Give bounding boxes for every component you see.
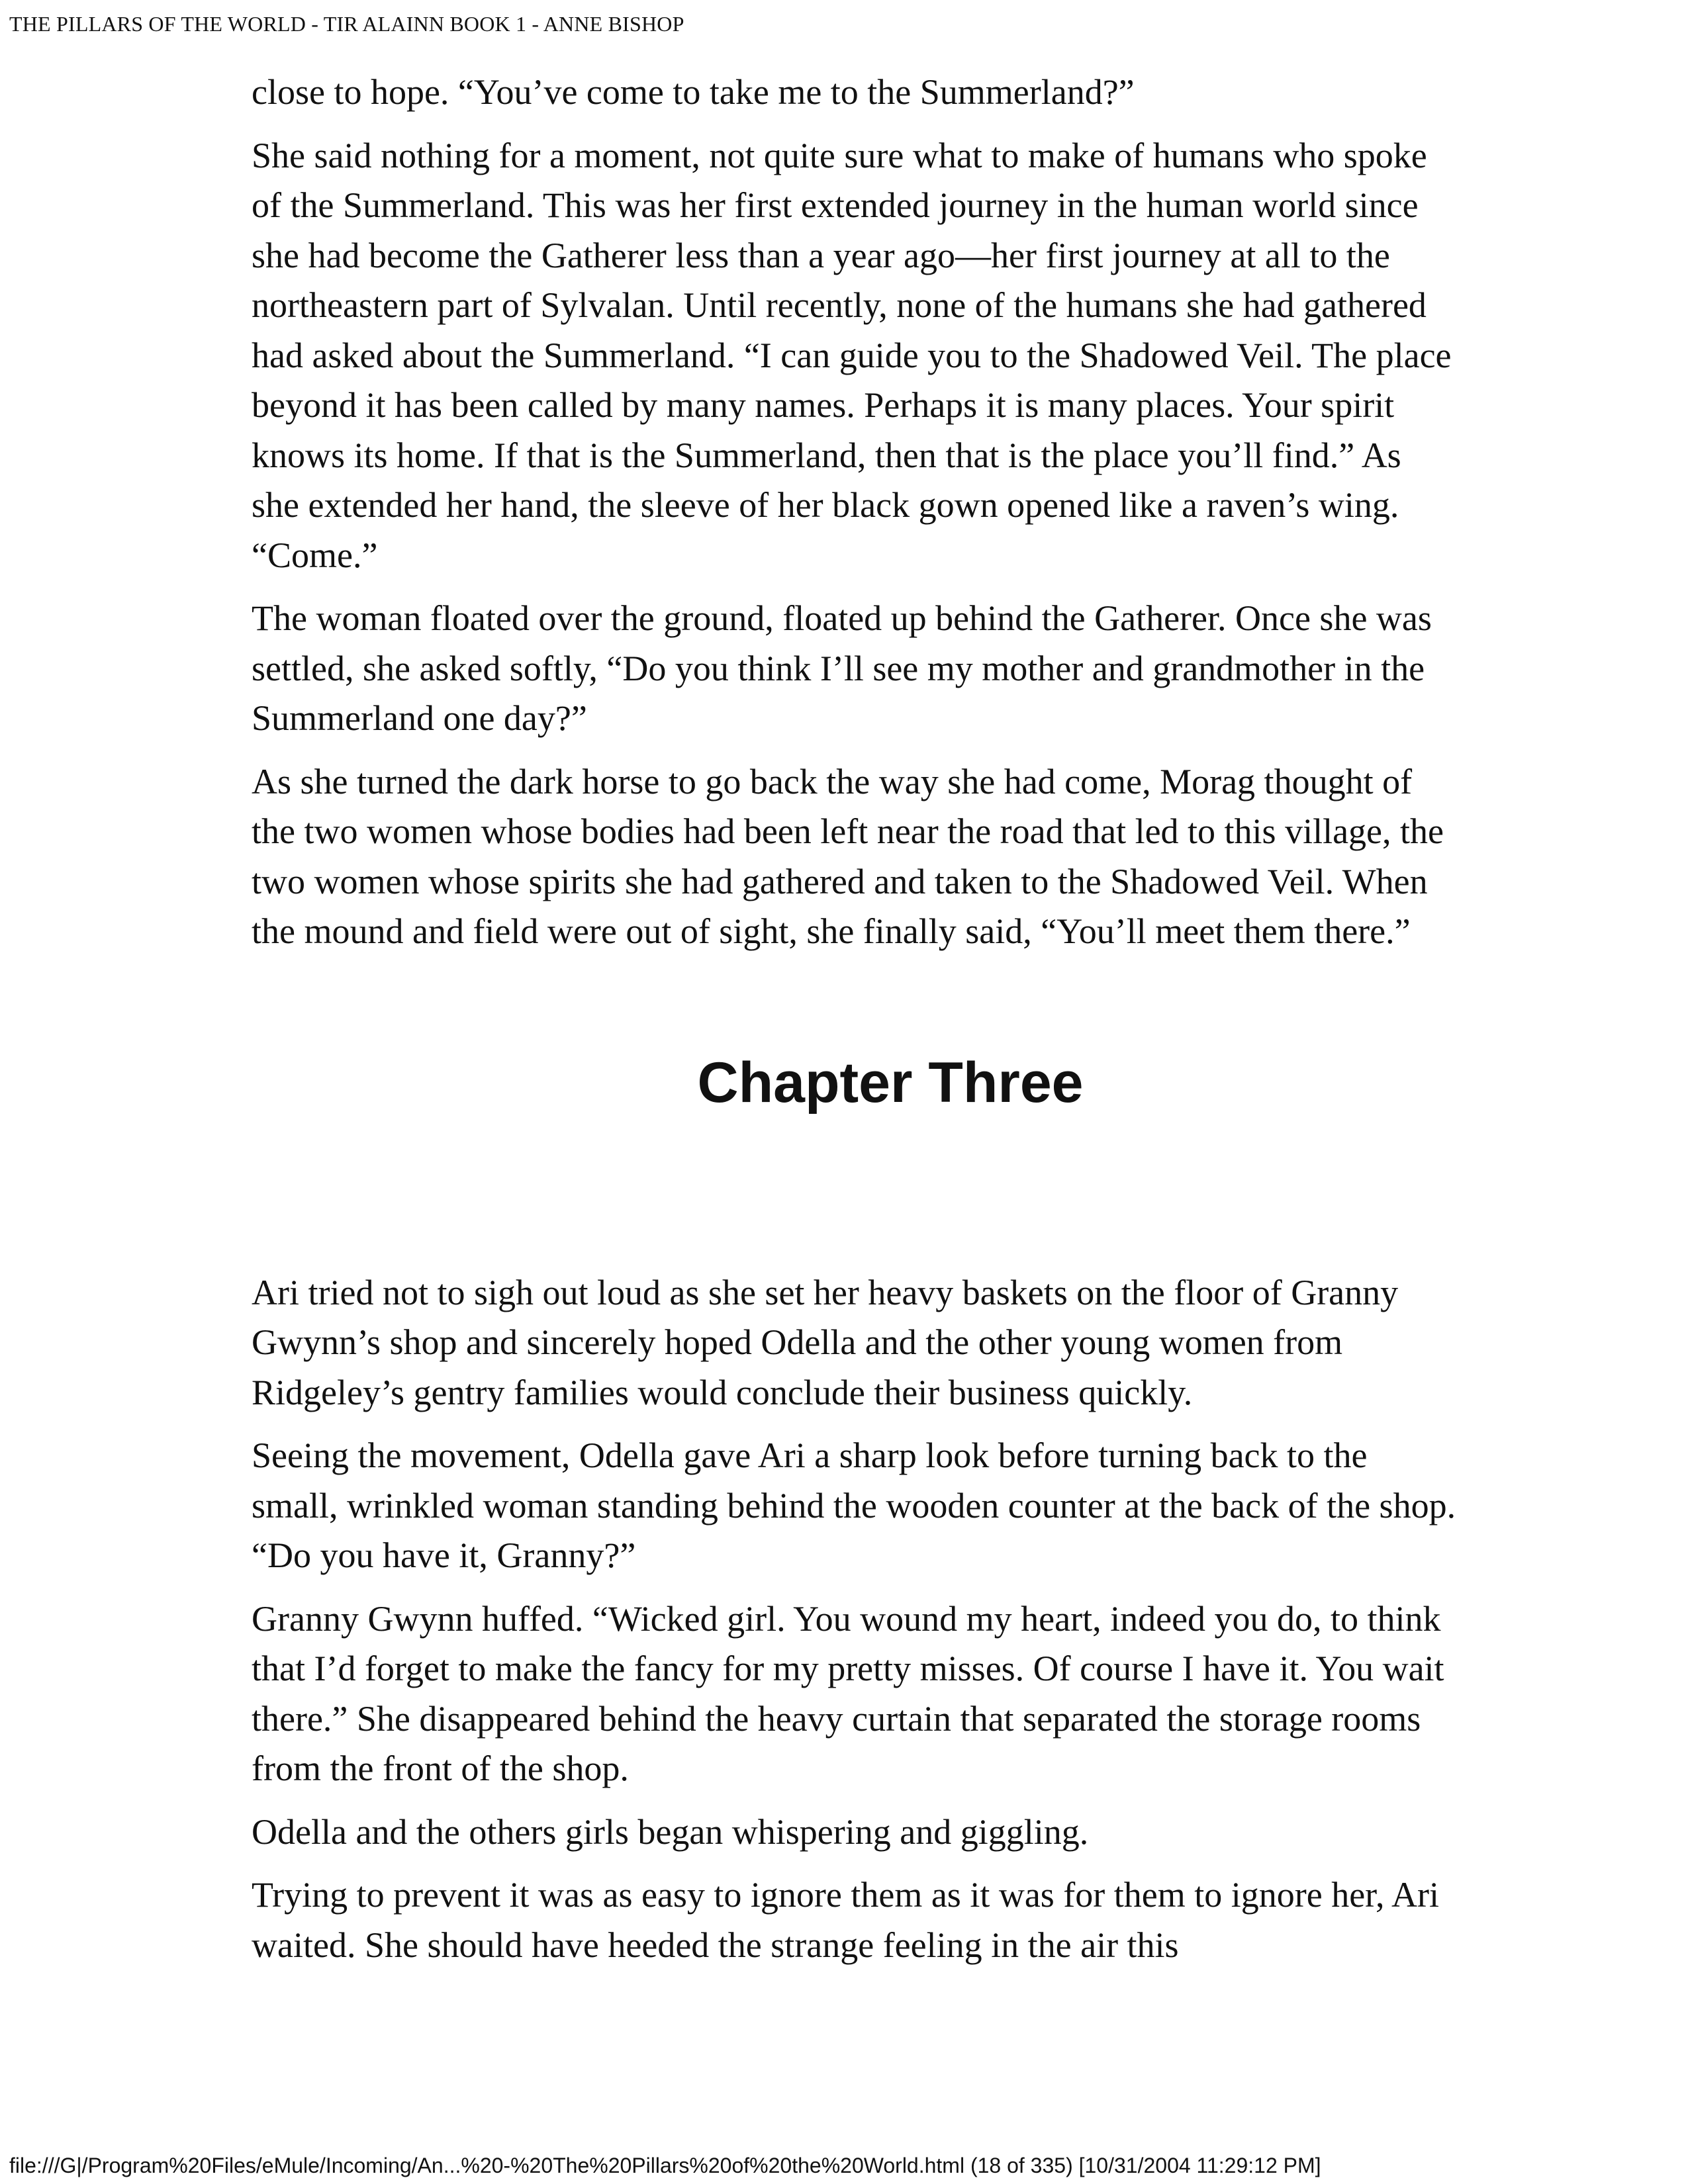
page-content	[252, 68, 1456, 1983]
running-header: THE PILLARS OF THE WORLD - TIR ALAINN BOOK 1 - ANNE BISHOP	[9, 12, 684, 36]
paragraph: close to hope. “You’ve come to take me to the Summerland?”	[252, 72, 1135, 112]
chapter-spacer	[252, 1116, 1456, 1268]
chapter-title: Chapter Three	[697, 1050, 1084, 1115]
paragraph: Odella and the others girls began whispering and giggling.	[252, 1811, 1089, 1852]
paragraph: She said nothing for a moment, not quite sure what to make of humans who spoke of the Summerland. This was her first extended journey in the human world since she had become the Gatherer less than a year ago—her first journey at all to the northeastern part of Sylvalan. Until recently, none of the humans she had gathered had asked about the Summerland. “I can guide you to the Shadowed Veil. The place beyond it has been called by many names. Perhaps it is many places. Your spirit knows its home. If that is the Summerland, then that is the place you’ll find.” As she extended her hand, the sleeve of her black gown opened like a raven’s wing. “Come.”	[252, 135, 1452, 575]
paragraph: Granny Gwynn huffed. “Wicked girl. You wound my heart, indeed you do, to think that I’d forget to make the fancy for my pretty misses. Of course I have it. You wait there.” She disappeared behind the heavy curtain that separated the storage rooms from the front of the shop.	[252, 1598, 1444, 1788]
paragraph: Seeing the movement, Odella gave Ari a sharp look before turning back to the small, wrinkled woman standing behind the wooden counter at the back of the shop. “Do you have it, Granny?”	[252, 1435, 1456, 1575]
file-path-footer: file:///G|/Program%20Files/eMule/Incoming/An...%20-%20The%20Pillars%20of%20the%20World.html (18 of 335) [10/31/2004 11:29:12 PM]	[9, 2154, 1321, 2177]
paragraph: As she turned the dark horse to go back the way she had come, Morag thought of the two women whose bodies had been left near the road that led to this village, the two women whose spirits she had gathered and taken to the Shadowed Veil. When the mound and field were out of sight, she finally said, “You’ll meet them there.”	[252, 761, 1444, 951]
paragraph: Trying to prevent it was as easy to ignore them as it was for them to ignore her, Ari waited. She should have heeded the strange feeling in the air this	[252, 1875, 1439, 1965]
paragraph: The woman floated over the ground, floated up behind the Gatherer. Once she was settled, she asked softly, “Do you think I’ll see my mother and grandmother in the Summerland one day?”	[252, 598, 1432, 738]
paragraph: Ari tried not to sigh out loud as she set her heavy baskets on the floor of Granny Gwynn’s shop and sincerely hoped Odella and the other young women from Ridgeley’s gentry families would conclude their business quickly.	[252, 1272, 1399, 1412]
